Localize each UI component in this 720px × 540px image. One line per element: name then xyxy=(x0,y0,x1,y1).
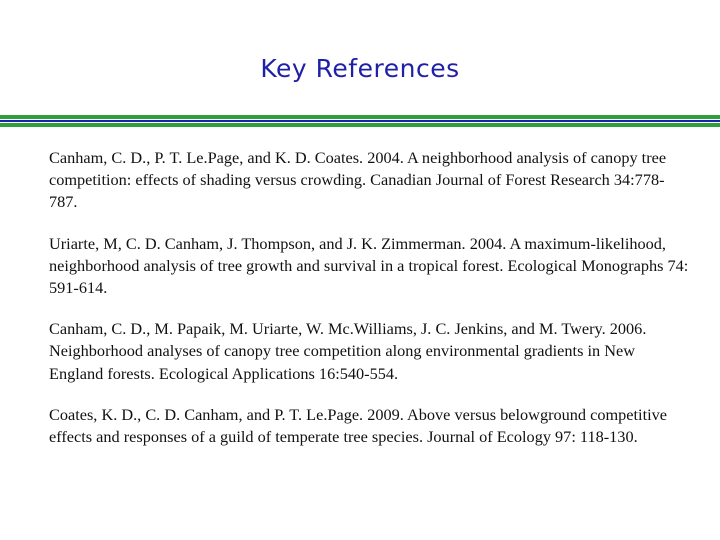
reference-item: Canham, C. D., M. Papaik, M. Uriarte, W. Mc.Williams, J. C. Jenkins, and M. Twery. 2006. Neighborhood analyses of canopy tree competition along environmental gradients in New England forests. Ecological Applications 16:540-554. xyxy=(49,319,647,383)
reference-item: Coates, K. D., C. D. Canham, and P. T. Le.Page. 2009. Above versus belowground competitive effects and responses of a guild of temperate tree species. Journal of Ecology 97: 118-130. xyxy=(49,404,667,447)
title-divider-green-bottom xyxy=(0,123,720,127)
title-divider-green-top xyxy=(0,115,720,119)
reference-item: Uriarte, M, C. D. Canham, J. Thompson, and J. K. Zimmerman. 2004. A maximum-likelihood, neighborhood analysis of tree growth and survival in a tropical forest. Ecological Monographs 74: 591-614. xyxy=(49,233,689,298)
title-divider-blue xyxy=(0,120,720,122)
reference-list xyxy=(49,147,689,467)
slide-title: Key References xyxy=(260,54,460,83)
reference-item: Canham, C. D., P. T. Le.Page, and K. D. Coates. 2004. A neighborhood analysis of canopy tree competition: effects of shading versus crowding. Canadian Journal of Forest Research 34:778-787. xyxy=(49,148,667,212)
